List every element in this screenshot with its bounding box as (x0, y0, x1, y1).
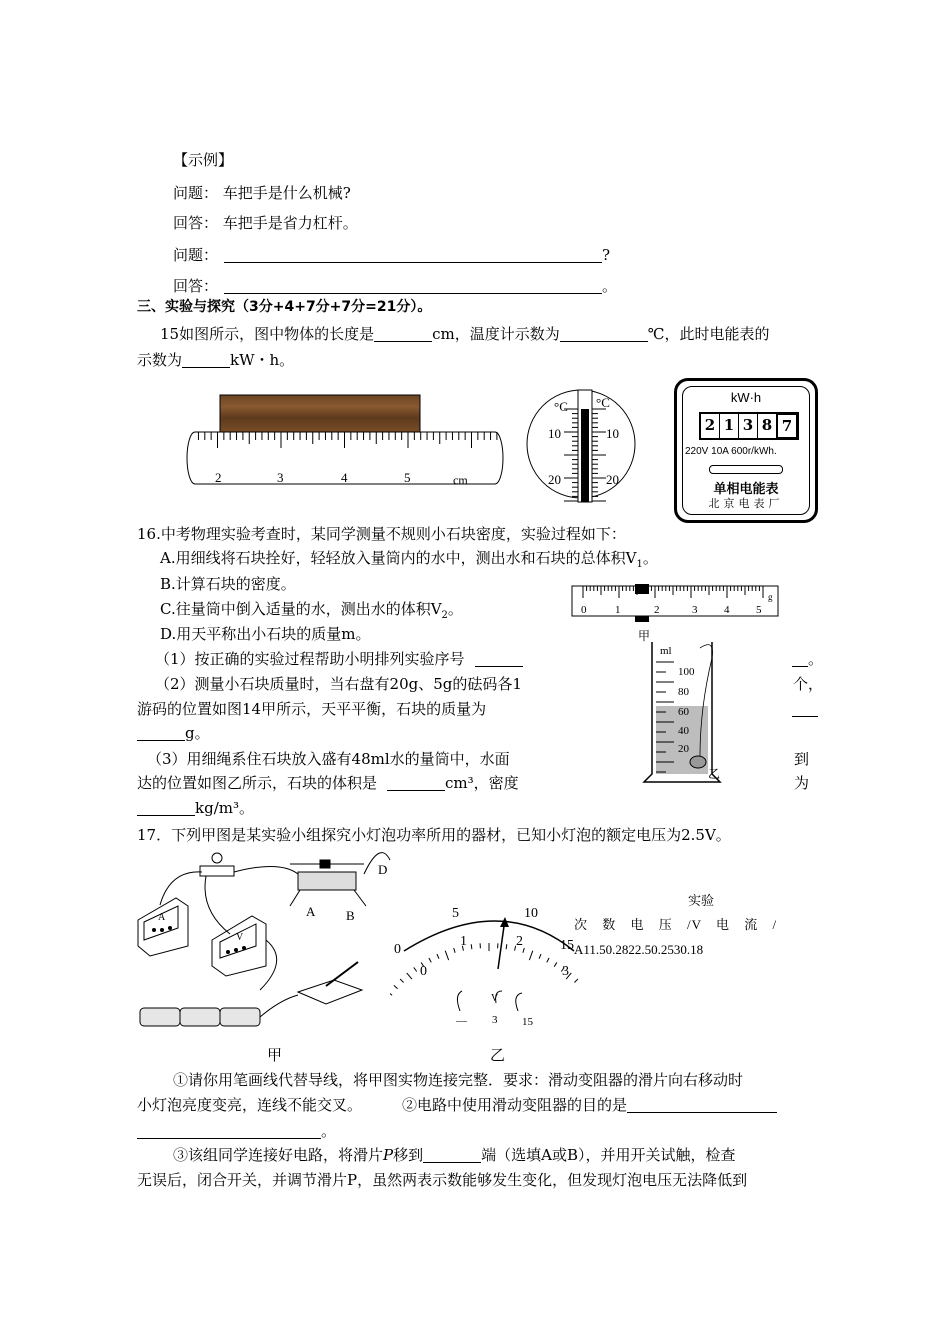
meter-name: 单相电能表 (713, 481, 779, 496)
meter-dial-figure (390, 895, 580, 1030)
terminal-minus: — (456, 1015, 467, 1027)
tick (454, 948, 455, 953)
thermo-unit-right: °C (596, 395, 610, 410)
step-a-sub: 1 (636, 559, 643, 570)
dial-outer-label: 5 (452, 906, 459, 921)
tick (394, 985, 398, 988)
q16-intro: 16.中考物理实验考查时，某同学测量不规则小石块密度，实验过程如下： (137, 525, 626, 543)
q16-part3b-end: 为 (794, 774, 810, 792)
part3b-mid: cm³，密度 (445, 774, 519, 792)
fig-yi-caption: 乙 (490, 1046, 506, 1064)
example-heading: 【示例】 (173, 151, 234, 169)
meter-disc (709, 465, 783, 474)
scale-label: 0 (581, 604, 587, 616)
volume-blank[interactable] (387, 776, 445, 791)
section-title: 三、实验与探究（3分+4+7分+7分=21分）。 (137, 299, 432, 315)
cylinder-label: 40 (678, 725, 689, 737)
terminal-v: V (491, 993, 499, 1004)
part1-end: 。 (808, 650, 824, 668)
order-blank-end[interactable] (792, 652, 808, 667)
ruler-label: 5 (404, 470, 411, 485)
purpose-blank-cont[interactable] (137, 1124, 321, 1139)
part2-end: 。 (321, 1122, 337, 1140)
q16-part2: （2）测量小石块质量时，当右盘有20g、5g的砝码各1 (155, 675, 522, 693)
q16-part2-end: 个， (793, 675, 824, 693)
tick (414, 967, 417, 971)
thermo-label: 20 (548, 472, 561, 487)
battery (140, 1008, 180, 1026)
thermo-label: 10 (606, 426, 619, 441)
part3a-text: ③该组同学连接好电路，将滑片 (173, 1146, 384, 1164)
end-blank[interactable] (423, 1148, 481, 1163)
apparatus-figure (130, 850, 400, 1035)
purpose-blank[interactable] (627, 1098, 777, 1113)
tick (471, 944, 472, 949)
example-answer: 回答： 车把手是省力杠杆。 (173, 214, 358, 232)
terminal-3: 3 (492, 1014, 498, 1026)
energy-blank[interactable] (182, 353, 230, 368)
q16-step-b: B.计算石块的密度。 (160, 575, 296, 593)
q17-part1a: ①请你用笔画线代替导线，将甲图实物连接完整．要求：滑动变阻器的滑片向右移动时 (173, 1071, 744, 1089)
meter-spec: 220V 10A 600r/kWh. (685, 446, 777, 457)
lamp-base (200, 866, 234, 876)
tick (554, 962, 557, 966)
dial-inner-label: 1 (460, 934, 467, 949)
scale-label: 4 (724, 604, 730, 616)
dial-outer-label: 15 (560, 938, 574, 953)
ruler-unit: cm (453, 473, 468, 487)
question-end: ? (602, 246, 611, 264)
tick (407, 973, 412, 979)
tick (445, 951, 448, 960)
cylinder-label: 20 (678, 743, 689, 755)
meter-display (699, 412, 799, 440)
lamp-bulb (212, 853, 222, 863)
q17-part4: 无误后，闭合开关，并调节滑片P，虽然两表示数能够发生变化，但发现灯泡电压无法降低到 (137, 1171, 748, 1189)
q16-step-c (160, 602, 463, 621)
dial-outer-label: 10 (524, 906, 538, 921)
step-c-end: 。 (447, 600, 463, 618)
q16-part3c (137, 801, 254, 816)
step-c-text: C.往量筒中倒入适量的水，测出水的体积V (160, 600, 442, 618)
length-blank[interactable] (374, 327, 432, 342)
fig-jia-caption: 甲 (267, 1046, 283, 1064)
thermo-label: 10 (548, 426, 561, 441)
step-a-end: 。 (642, 549, 658, 567)
tick (547, 958, 549, 962)
ruler-figure (175, 390, 510, 495)
ammeter-label: A (158, 912, 166, 923)
q16-part2b: 游码的位置如图14甲所示，天平平衡，石块的质量为 (137, 700, 487, 718)
table-header: 次 数 电 压 /V 电 流 / (574, 917, 778, 932)
answer-line (173, 279, 617, 294)
dial-inner-label: 2 (516, 934, 523, 949)
q16-part3: （3）用细绳系住石块放入盛有48ml水的量筒中，水面 (147, 750, 510, 768)
scale-label: 3 (692, 604, 698, 616)
part3-unit: kg/m³。 (195, 799, 254, 817)
tick (539, 954, 541, 959)
balance-rider-figure (570, 582, 782, 626)
q17-part2-cont (137, 1124, 336, 1139)
ruler-label: 4 (341, 470, 348, 485)
dial-outer-label: 0 (394, 942, 401, 957)
q16-step-a (160, 551, 658, 570)
step-a-text: A.用细线将石块拴好，轻轻放入量筒内的水中，测出水和石块的总体积V (160, 549, 637, 567)
part3b-text: 达的位置如图乙所示，石块的体积是 (137, 774, 378, 792)
tick (390, 992, 392, 995)
thermometer-figure (526, 385, 636, 503)
ruler-label: 2 (215, 470, 222, 485)
part3a-end: 端（选填A或B），并用开关试触，检查 (481, 1146, 736, 1164)
tick (506, 944, 507, 949)
rider (635, 584, 649, 594)
order-blank[interactable] (475, 652, 523, 667)
scale-unit: g (768, 592, 773, 602)
cylinder-label: 100 (678, 666, 695, 678)
q15-text-a: 15如图所示，图中物体的长度是 (160, 325, 375, 343)
q17-part1b (137, 1098, 777, 1113)
table-row: A11.50.2822.50.2530.18 (574, 942, 704, 957)
dial-inner-label: 0 (420, 964, 427, 979)
q16-step-d: D.用天平称出小石块的质量m。 (160, 625, 371, 643)
stone (690, 756, 706, 768)
temperature-blank[interactable] (560, 327, 648, 342)
part2-text: ②电路中使用滑动变阻器的目的是 (402, 1096, 628, 1114)
question-line (173, 248, 610, 263)
q15-line2 (137, 353, 294, 368)
q15-text-d: 示数为 (137, 351, 183, 369)
fig-yi-label: 乙 (708, 767, 721, 781)
cylinder-label: 60 (678, 706, 689, 718)
battery (180, 1008, 220, 1026)
q16-part3-end: 到 (794, 750, 810, 768)
meter-digit: 2 (701, 414, 720, 438)
answer-blank[interactable] (224, 248, 602, 263)
answer-end: 。 (602, 277, 618, 295)
scale-label: 1 (615, 604, 621, 616)
battery (220, 1008, 260, 1026)
q15-text-e: kW・h。 (230, 351, 295, 369)
meter-maker: 北京电表厂 (708, 498, 784, 510)
q15-text-c: ℃，此时电能表的 (647, 325, 770, 343)
scale-label: 2 (654, 604, 660, 616)
wood-block (220, 395, 420, 433)
meter-digit: 1 (720, 414, 739, 438)
part1-text: （1）按正确的实验过程帮助小明排列实验序号 (155, 650, 465, 668)
tick (523, 948, 524, 953)
answer-label: 回答： (173, 277, 219, 295)
graduated-cylinder (640, 638, 750, 788)
part3a-p: P (383, 1146, 394, 1164)
rider-bottom (635, 616, 649, 622)
ruler-label: 3 (277, 470, 284, 485)
table-title: 实验 (688, 893, 715, 908)
mass-blank-a[interactable] (792, 702, 818, 717)
q16-part2c (137, 726, 210, 741)
tick (429, 958, 431, 962)
example-question: 问题： 车把手是什么机械? (173, 184, 351, 202)
meter-digit: 8 (758, 414, 777, 438)
cylinder-label: 80 (678, 686, 689, 698)
answer-blank[interactable] (224, 279, 602, 294)
mass-blank[interactable] (137, 726, 185, 741)
terminal-a-label: A (306, 904, 316, 919)
tick (400, 979, 403, 983)
rheostat-coil (298, 872, 356, 890)
thermometer-liquid (581, 409, 589, 502)
cylinder-unit: ml (660, 645, 672, 657)
tick (574, 979, 577, 983)
terminal-b-label: B (346, 908, 355, 923)
terminal-d-label: D (378, 862, 388, 877)
voltmeter-label: V (236, 932, 244, 943)
part3a-mid: 移到 (393, 1146, 424, 1164)
q16-part3b (137, 776, 519, 791)
meter-digit: 3 (739, 414, 758, 438)
density-blank[interactable] (137, 801, 195, 816)
q15-text-b: cm，温度计示数为 (432, 325, 560, 343)
part2-unit: g。 (185, 724, 210, 742)
q15-line1 (160, 327, 770, 342)
energy-meter (674, 378, 818, 523)
terminal-15: 15 (522, 1016, 533, 1028)
tick (529, 951, 532, 960)
q16-part1 (155, 652, 523, 667)
dial-inner-label: 3 (562, 964, 569, 979)
thermo-label: 20 (606, 472, 619, 487)
meter-digit: 7 (777, 414, 797, 438)
meter-unit: kW·h (730, 390, 762, 405)
question-label: 问题： (173, 246, 219, 264)
fig-jia-label: 甲 (638, 629, 651, 643)
q17-part3a (173, 1148, 735, 1163)
scale-label: 5 (756, 604, 762, 616)
thermo-unit-left: °C (554, 399, 568, 414)
q16-part1-end (792, 652, 823, 667)
step-c-sub: 2 (441, 610, 448, 621)
part1b-text: 小灯泡亮度变亮，连线不能交叉。 (137, 1096, 363, 1114)
q17-intro: 17．下列甲图是某实验小组探究小灯泡功率所用的器材，已知小灯泡的额定电压为2.5V。 (137, 826, 731, 844)
mass-blank-end (792, 702, 818, 717)
tick (437, 954, 439, 959)
